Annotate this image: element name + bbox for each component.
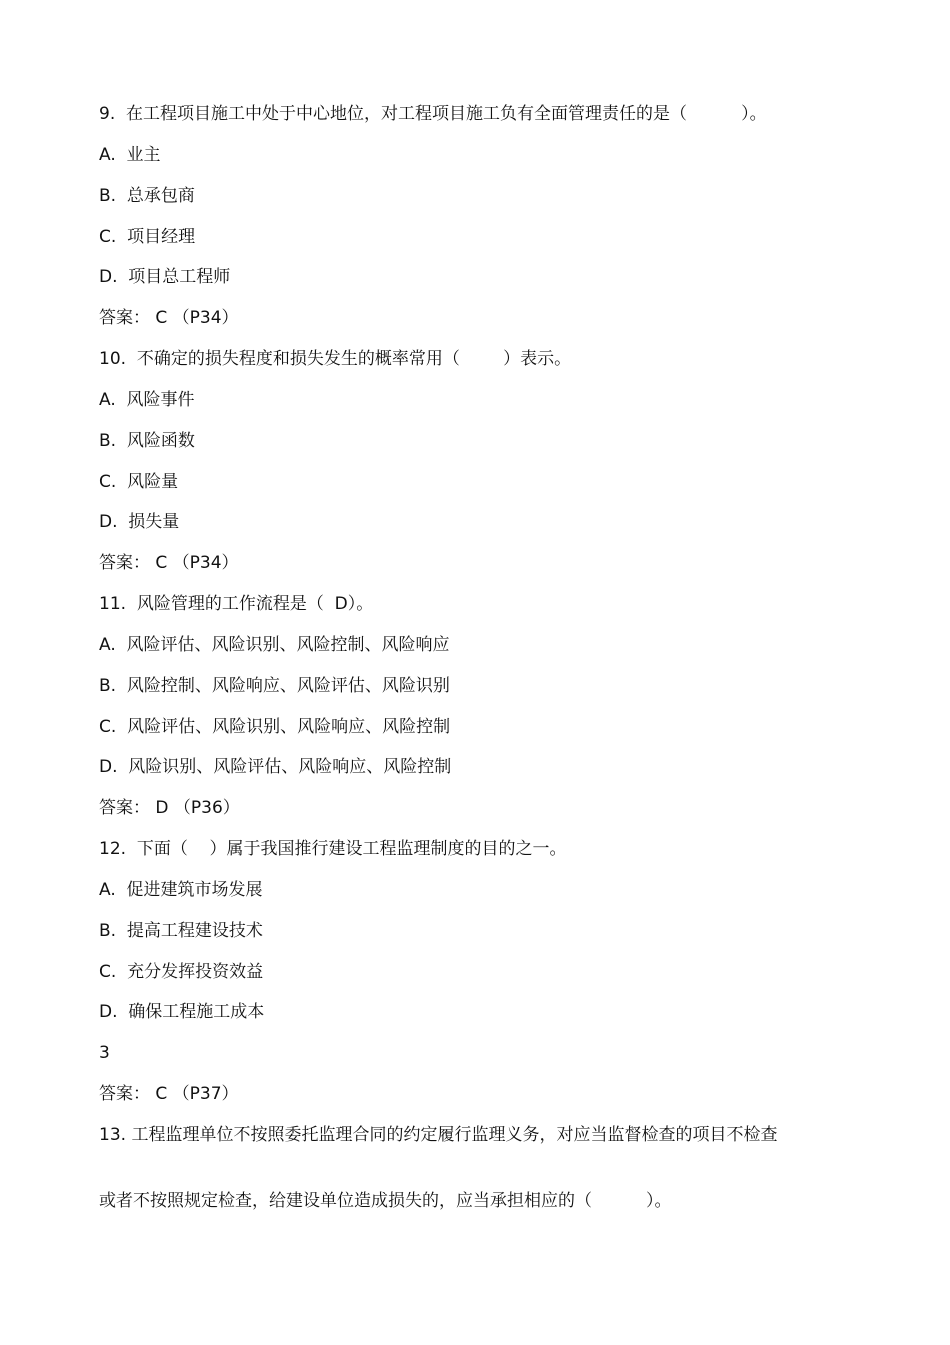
question-10-stem: 10. 不确定的损失程度和损失发生的概率常用（ ）表示。 [99, 349, 572, 369]
question-9-option-a: A. 业主 [99, 145, 161, 165]
question-11-option-a: A. 风险评估、风险识别、风险控制、风险响应 [99, 635, 450, 655]
question-12-option-a: A. 促进建筑市场发展 [99, 880, 263, 900]
question-11-answer: 答案： D （P36） [99, 798, 240, 818]
question-11-option-b: B. 风险控制、风险响应、风险评估、风险识别 [99, 676, 450, 696]
question-10-option-d: D. 损失量 [99, 512, 180, 532]
question-12-option-d: D. 确保工程施工成本 [99, 1002, 265, 1022]
question-12-answer: 答案： C （P37） [99, 1084, 239, 1104]
question-10-option-a: A. 风险事件 [99, 390, 195, 410]
question-12-option-b: B. 提高工程建设技术 [99, 921, 263, 941]
question-11-option-c: C. 风险评估、风险识别、风险响应、风险控制 [99, 717, 451, 737]
question-9-option-b: B. 总承包商 [99, 186, 195, 206]
page-number: 3 [99, 1043, 110, 1063]
question-12-stem: 12. 下面（ ）属于我国推行建设工程监理制度的目的之一。 [99, 839, 567, 859]
question-13-stem: 13. 工程监理单位不按照委托监理合同的约定履行监理义务，对应当监督检查的项目不检查 [99, 1125, 778, 1145]
question-11-stem: 11. 风险管理的工作流程是（ D）。 [99, 594, 374, 614]
question-11-option-d: D. 风险识别、风险评估、风险响应、风险控制 [99, 757, 452, 777]
question-12-option-c: C. 充分发挥投资效益 [99, 962, 264, 982]
question-9-answer: 答案： C （P34） [99, 308, 239, 328]
question-10-answer: 答案： C （P34） [99, 553, 239, 573]
question-9-option-d: D. 项目总工程师 [99, 267, 231, 287]
question-10-option-b: B. 风险函数 [99, 431, 195, 451]
question-9-stem: 9. 在工程项目施工中处于中心地位，对工程项目施工负有全面管理责任的是（ ）。 [99, 104, 767, 124]
question-10-option-c: C. 风险量 [99, 472, 179, 492]
question-13-stem-continued: 或者不按照规定检查，给建设单位造成损失的，应当承担相应的（ ）。 [99, 1191, 672, 1211]
question-9-option-c: C. 项目经理 [99, 227, 196, 247]
